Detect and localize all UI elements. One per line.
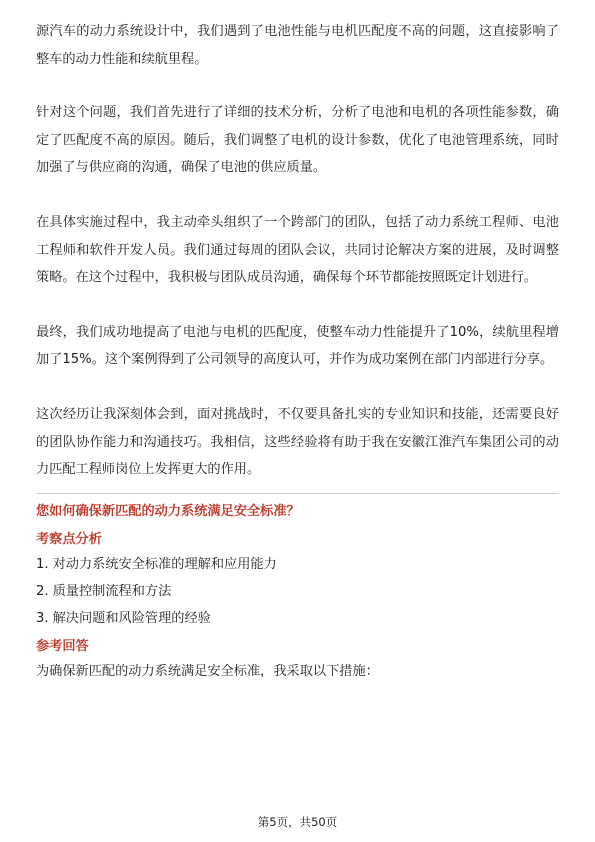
body-paragraph-2: 针对这个问题，我们首先进行了详细的技术分析，分析了电池和电机的各项性能参数，确定了匹配度不高的原因。随后，我们调整了电机的设计参数，优化了电池管理系统，同时加强了与供应商的沟通，确保了电池的供应质量。 bbox=[36, 105, 559, 176]
page-content bbox=[36, 18, 559, 682]
page-number: 第5页，共50页 bbox=[257, 815, 338, 829]
list-item bbox=[36, 555, 559, 575]
body-paragraph-4: 最终，我们成功地提高了电池与电机的匹配度，使整车动力性能提升了10%，续航里程增加了15%。这个案例得到了公司领导的高度认可，并作为成功案例在部门内部进行分享。 bbox=[36, 324, 559, 368]
question-title: 您如何确保新匹配的动力系统满足安全标准？ bbox=[36, 503, 300, 519]
list-item-number: 2. bbox=[36, 583, 49, 599]
body-paragraph-5: 这次经历让我深刻体会到，面对挑战时，不仅要具备扎实的专业知识和技能，还需要良好的团队协作能力和沟通技巧。我相信，这些经验将有助于我在安徽江淮汽车集团公司的动力匹配工程师岗位上发挥更大的作用。 bbox=[36, 406, 559, 478]
list-item bbox=[36, 582, 559, 602]
answer-intro: 为确保新匹配的动力系统满足安全标准，我采取以下措施： bbox=[36, 663, 379, 679]
list-item-text: 解决问题和风险管理的经验 bbox=[52, 610, 211, 626]
list-item bbox=[36, 609, 559, 629]
list-item-number: 1. bbox=[36, 556, 49, 572]
body-paragraph-1: 源汽车的动力系统设计中，我们遇到了电池性能与电机匹配度不高的问题，这直接影响了整车的动力性能和续航里程。 bbox=[36, 24, 559, 67]
analysis-heading: 考察点分析 bbox=[36, 531, 102, 547]
body-paragraph-3: 在具体实施过程中，我主动牵头组织了一个跨部门的团队，包括了动力系统工程师、电池工程师和软件开发人员。我们通过每周的团队会议，共同讨论解决方案的进展，及时调整策略。在这个过程中，我积极与团队成员沟通，确保每个环节都能按照既定计划进行。 bbox=[36, 214, 559, 286]
analysis-list bbox=[36, 555, 559, 629]
list-item-text: 对动力系统安全标准的理解和应用能力 bbox=[52, 556, 277, 572]
list-item-number: 3. bbox=[36, 610, 49, 626]
section-divider bbox=[36, 493, 559, 494]
answer-heading: 参考回答 bbox=[36, 638, 89, 654]
list-item-text: 质量控制流程和方法 bbox=[52, 583, 172, 599]
